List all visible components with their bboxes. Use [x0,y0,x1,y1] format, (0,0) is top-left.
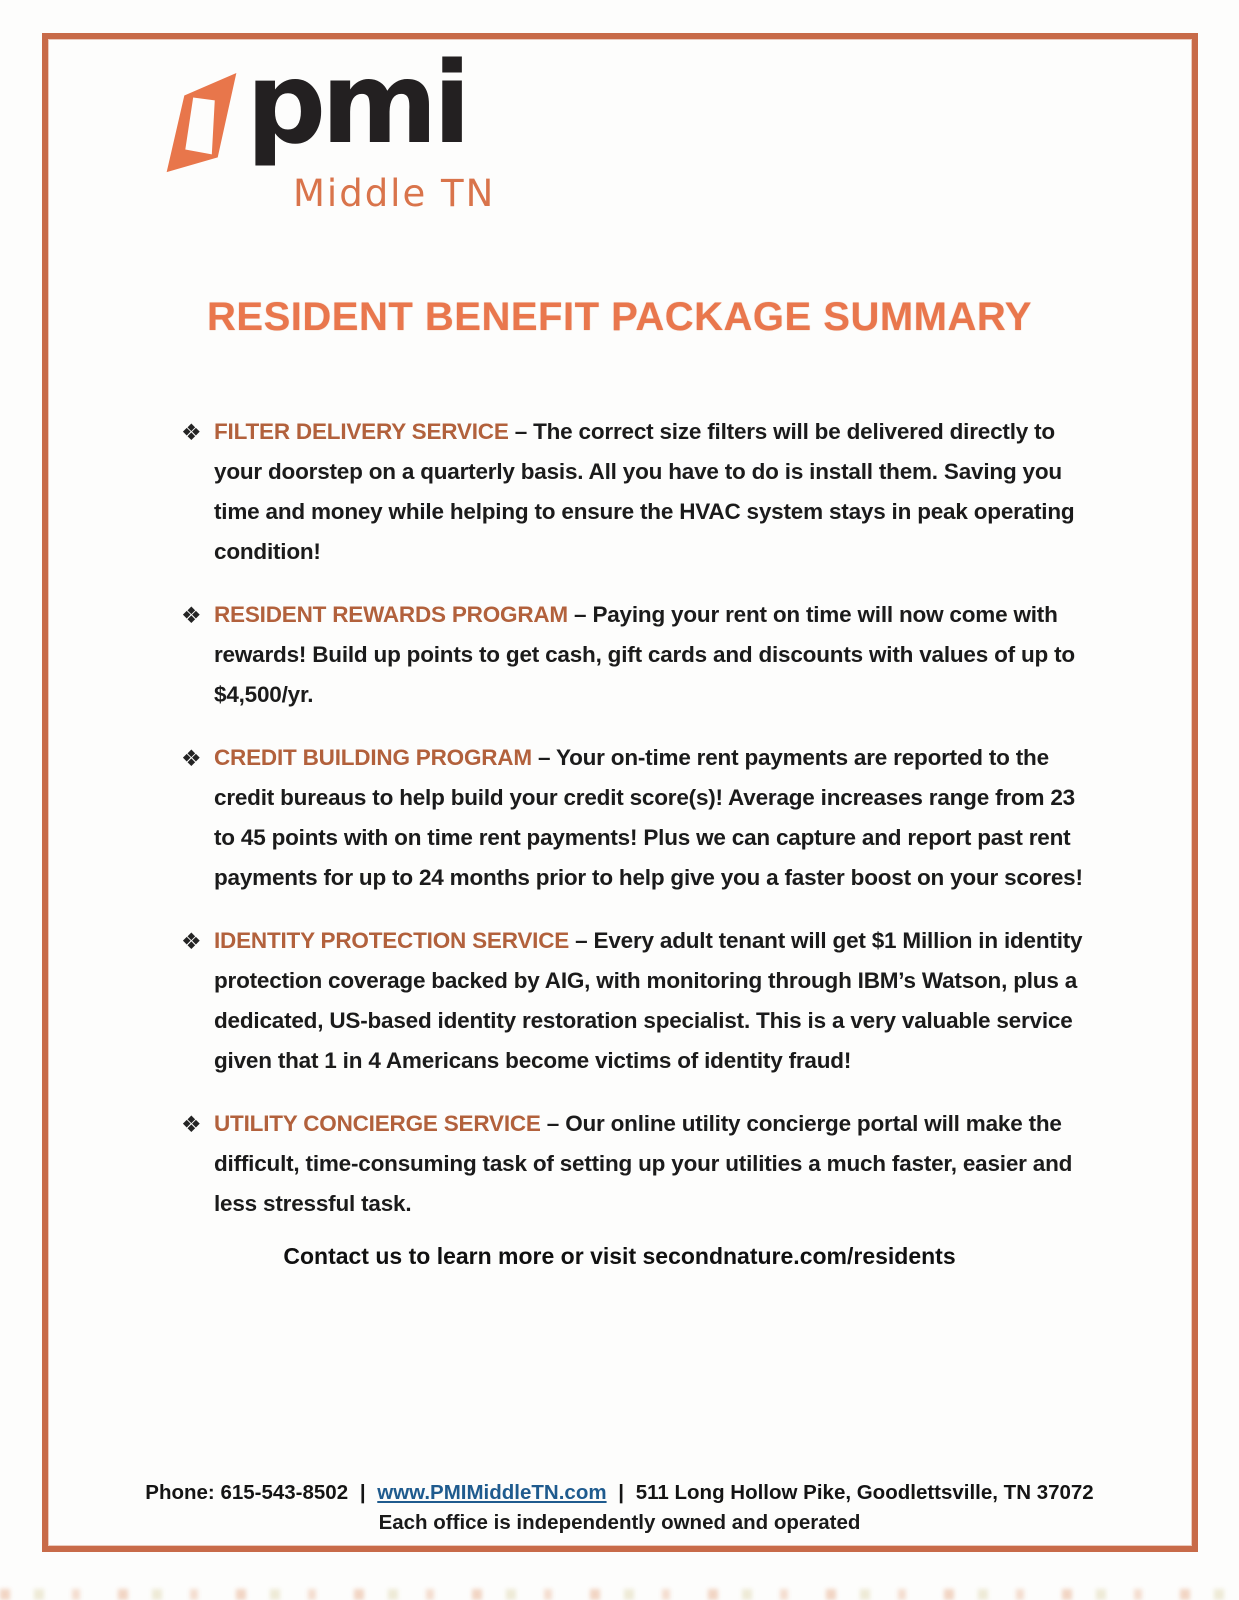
benefit-heading: FILTER DELIVERY SERVICE [214,419,509,444]
footer-tagline: Each office is independently owned and operated [378,1511,861,1534]
benefit-paragraph [214,1104,1086,1224]
footer-website-link[interactable]: www.PMIMiddleTN.com [377,1481,607,1504]
page-title: RESIDENT BENEFIT PACKAGE SUMMARY [207,295,1032,339]
benefit-item-credit-building [181,738,1086,898]
diamond-bullet-icon: ❖ [181,1111,202,1137]
benefit-heading: UTILITY CONCIERGE SERVICE [214,1111,541,1136]
benefit-list [181,412,1086,1247]
benefit-paragraph [214,921,1086,1081]
benefit-item-identity-protection [181,921,1086,1081]
scan-bleed-artifact [0,1589,1239,1600]
benefit-heading: IDENTITY PROTECTION SERVICE [214,928,570,953]
benefit-dash: – [575,928,588,953]
benefit-body-text: The correct size filters will be delivered directly to your doorstep on a quarterly basis. All you have to do is install them. Saving you time and money while helping to ensure the HVAC system stays in peak operating condition! [214,419,1075,564]
benefit-dash: – [546,1111,560,1136]
benefit-paragraph [214,738,1086,898]
benefit-dash: – [514,419,528,444]
footer-address: 511 Long Hollow Pike, Goodlettsville, TN 37072 [635,1481,1094,1504]
brand-region-label: Middle TN [293,172,496,215]
benefit-body-text: Every adult tenant will get $1 Million in identity protection coverage backed by AIG, with monitoring through IBM’s Watson, plus a dedicated, US-based identity restoration specialist. This is a very valuable service given that 1 in 4 Americans become victims of identity fraud! [214,928,1083,1073]
diamond-bullet-icon: ❖ [181,602,202,628]
diamond-bullet-icon: ❖ [181,745,202,771]
benefit-heading: CREDIT BUILDING PROGRAM [214,745,532,770]
benefit-body-text: Paying your rent on time will now come with rewards! Build up points to get cash, gift cards and discounts with values of up to $4,500/yr. [214,602,1075,707]
benefit-body-text: Your on-time rent payments are reported to the credit bureaus to help build your credit score(s)! Average increases range from 23 to 45 points with on time rent payments! Plus we can capture and report past rent payments for up to 24 months prior to help give you a faster boost on your scores! [214,745,1083,890]
benefit-dash: – [574,602,587,627]
diamond-bullet-icon: ❖ [181,419,202,445]
footer-contact-line [0,1481,1239,1505]
footer-phone: Phone: 615-543-8502 [145,1481,349,1504]
diamond-bullet-icon: ❖ [181,928,202,954]
benefit-item-resident-rewards [181,595,1086,715]
benefit-item-utility-concierge [181,1104,1086,1224]
benefit-item-filter-delivery [181,412,1086,572]
benefit-paragraph [214,595,1086,715]
brand-logo-text: pmi [246,39,467,169]
footer-divider: | [618,1481,625,1504]
pmi-logo-mark-icon [163,70,241,178]
benefit-dash: – [537,745,551,770]
benefit-paragraph [214,412,1086,572]
contact-callout: Contact us to learn more or visit secondnature.com/residents [283,1243,956,1269]
footer-divider: | [359,1481,366,1504]
benefit-heading: RESIDENT REWARDS PROGRAM [214,602,568,627]
benefit-body-text: Our online utility concierge portal will make the difficult, time-consuming task of setting up your utilities a much faster, easier and less stressful task. [214,1111,1073,1216]
